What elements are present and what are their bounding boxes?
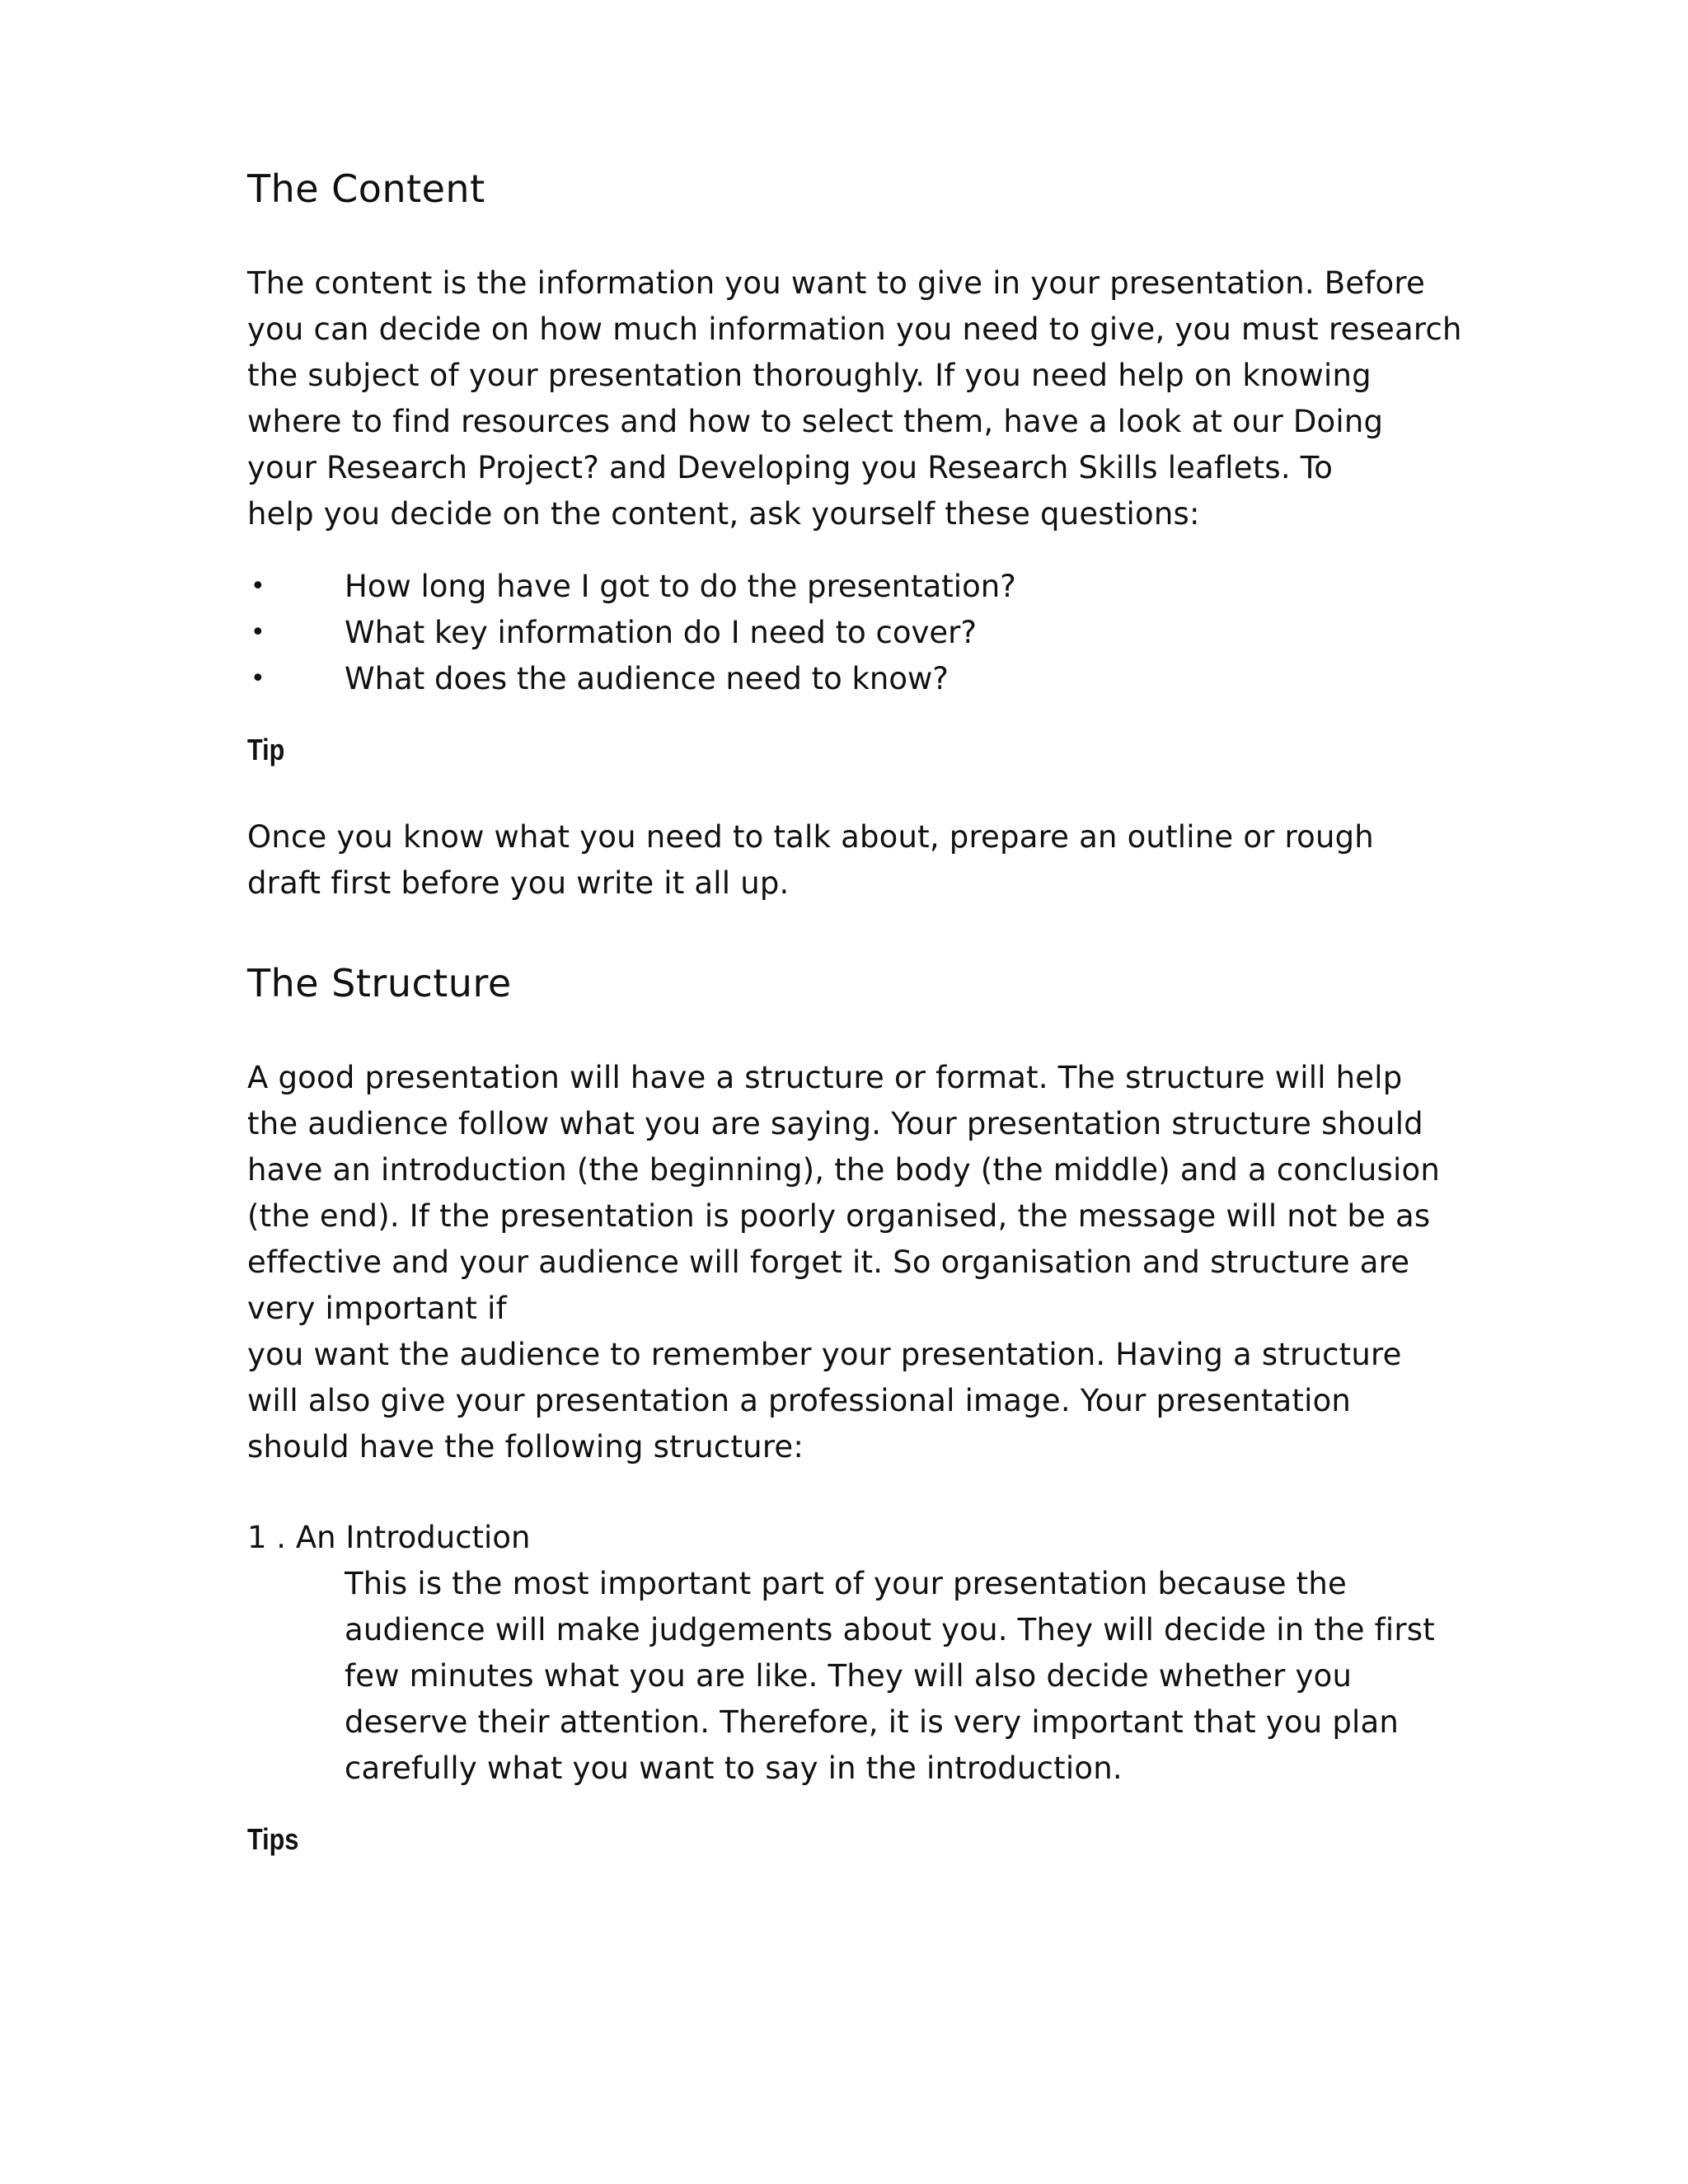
paragraph-line: very important if (247, 1291, 507, 1326)
paragraph-line: have an introduction (the beginning), the body (the middle) and a conclusion (247, 1152, 1440, 1188)
paragraph-line: your Research Project? and Developing you Research Skills leaflets. To (247, 450, 1334, 485)
paragraph-line: the audience follow what you are saying. Your presentation structure should (247, 1106, 1423, 1141)
paragraph-line: help you decide on the content, ask yourself these questions: (247, 496, 1200, 532)
bullet-icon: • (251, 572, 265, 601)
bullet-icon: • (251, 618, 265, 647)
paragraph-line: (the end). If the presentation is poorly organised, the message will not be as (247, 1198, 1431, 1234)
paragraph-line: you can decide on how much information you need to give, you must research (247, 312, 1462, 347)
list-item-text: How long have I got to do the presentation? (345, 569, 1016, 604)
paragraph-line: effective and your audience will forget it. So organisation and structure are (247, 1244, 1410, 1280)
introduction-paragraph (247, 1561, 1442, 1792)
numbered-item-title: 1 . An Introduction (247, 1520, 531, 1555)
paragraph-line: A good presentation will have a structure or format. The structure will help (247, 1060, 1403, 1095)
paragraph-line: you want the audience to remember your presentation. Having a structure (247, 1337, 1402, 1372)
list-item (247, 656, 1442, 702)
paragraph-line: few minutes what you are like. They will also decide whether you (345, 1658, 1353, 1694)
heading-the-content: The Content (247, 166, 485, 211)
tips-label: Tips (247, 1822, 299, 1856)
list-item (247, 564, 1442, 610)
paragraph-line: should have the following structure: (247, 1429, 804, 1465)
paragraph-line: will also give your presentation a professional image. Your presentation (247, 1383, 1352, 1418)
paragraph-line: draft first before you write it all up. (247, 865, 790, 901)
document-content (247, 165, 1462, 1859)
paragraph-line: carefully what you want to say in the introduction. (345, 1750, 1123, 1786)
question-list (247, 564, 1442, 702)
paragraph-line: audience will make judgements about you. They will decide in the first (345, 1612, 1435, 1647)
paragraph-line: where to find resources and how to select them, have a look at our Doing (247, 404, 1384, 439)
bullet-icon: • (251, 664, 265, 693)
paragraph-line: This is the most important part of your presentation because the (345, 1566, 1347, 1601)
paragraph-line: Once you know what you need to talk about, prepare an outline or rough (247, 819, 1374, 855)
list-item-text: What does the audience need to know? (345, 661, 949, 696)
paragraph-line: deserve their attention. Therefore, it is very important that you plan (345, 1704, 1400, 1740)
heading-the-structure: The Structure (247, 961, 512, 1005)
structure-paragraph (247, 1055, 1442, 1470)
list-item (247, 610, 1442, 656)
tip-paragraph (247, 814, 1442, 907)
list-item-text: What key information do I need to cover? (345, 615, 977, 650)
paragraph-line: the subject of your presentation thoroughly. If you need help on knowing (247, 358, 1372, 393)
tip-label: Tip (247, 733, 285, 766)
content-paragraph (247, 260, 1462, 537)
paragraph-line: The content is the information you want to give in your presentation. Before (247, 265, 1425, 301)
